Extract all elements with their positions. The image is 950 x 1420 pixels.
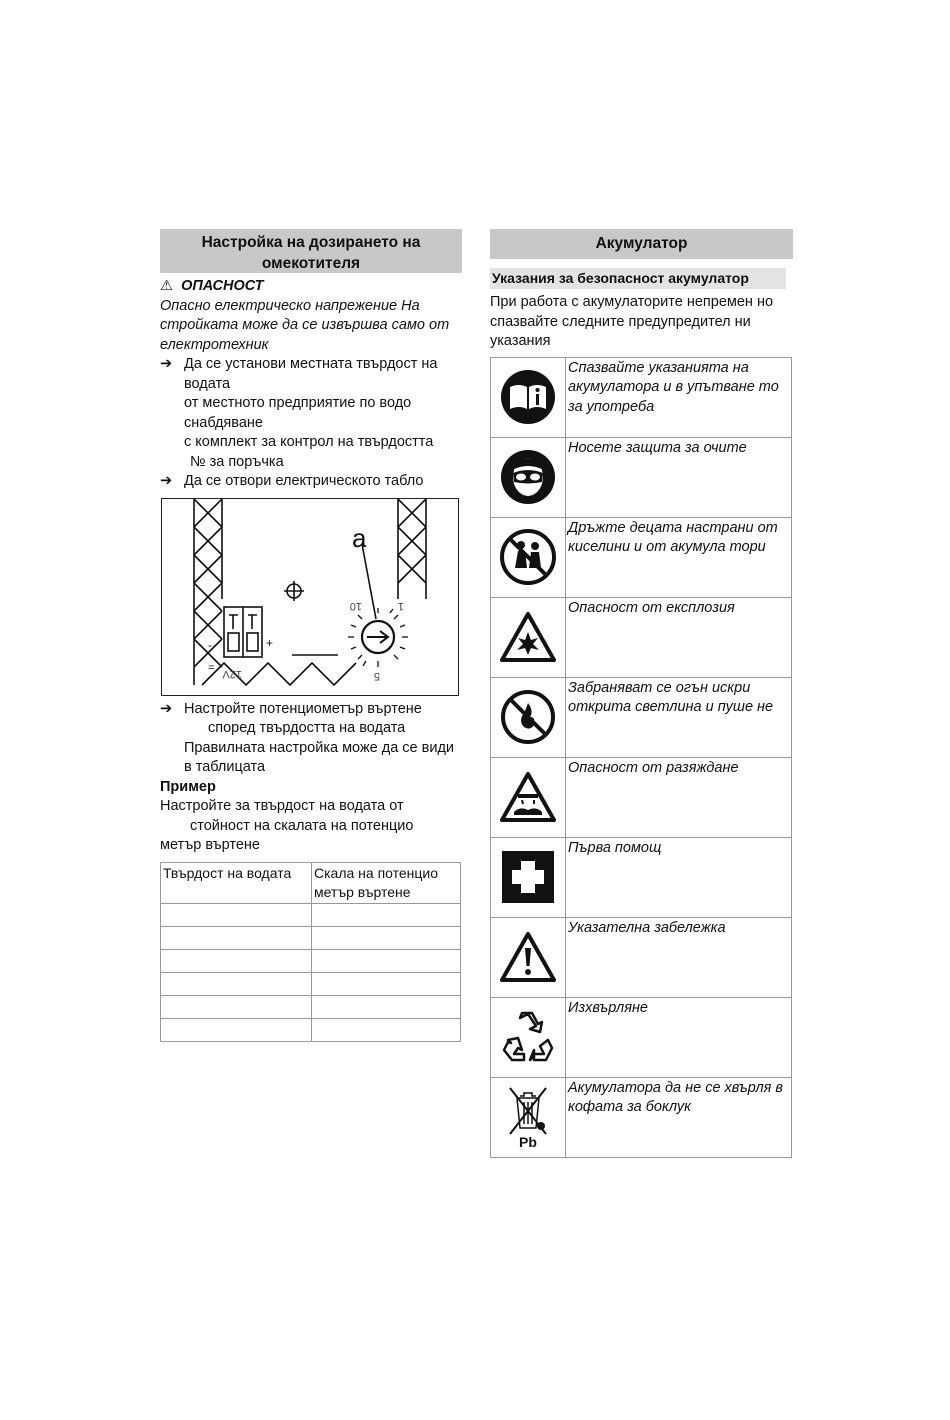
warning-triangle-icon: ⚠ <box>160 278 173 294</box>
label-1: 1 <box>397 599 404 612</box>
table-row <box>491 757 792 837</box>
section-heading-battery: Акумулатор <box>490 229 793 259</box>
example-text: стойност на скалата на потенцио <box>190 817 414 834</box>
table-row <box>491 597 792 677</box>
table-row <box>161 972 461 995</box>
arrow-icon: ➔ <box>160 700 173 717</box>
sign-text: Указателна забележка <box>566 917 792 997</box>
control-board-diagram <box>161 498 459 696</box>
first-aid-icon <box>491 837 566 917</box>
no-bin-pb-icon <box>491 1077 566 1157</box>
table-row <box>491 837 792 917</box>
table-row <box>161 995 461 1018</box>
bullet-text: с комплект за контрол на твърдостта <box>184 434 434 450</box>
example-text: метър въртене <box>160 837 260 853</box>
sign-text: Опасност от разяждане <box>566 757 792 837</box>
label-12v: 12V <box>222 667 242 680</box>
label-minus: - <box>208 637 212 652</box>
table-row <box>161 926 461 949</box>
left-column <box>160 229 462 1042</box>
table-row <box>491 677 792 757</box>
book-info-icon <box>491 357 566 437</box>
control-board-drawing <box>162 499 458 695</box>
goggles-icon <box>491 437 566 517</box>
arrow-icon: ➔ <box>160 473 173 489</box>
bullet-text: Правилната настройка може да се види в таблицата <box>184 739 455 775</box>
sign-text: Опасност от експлозия <box>566 597 792 677</box>
table-row <box>491 997 792 1077</box>
sign-text: Забраняват се огън искри открита светлина и пуше не <box>566 677 792 757</box>
bullet-item: ➔ Да се установи местната твърдост на водата <box>160 355 462 394</box>
table-row <box>491 517 792 597</box>
example-label: Пример <box>160 778 216 795</box>
danger-label: ⚠ ОПАСНОСТ <box>160 278 264 294</box>
sign-text: Изхвърляне <box>566 997 792 1077</box>
table-row <box>161 949 461 972</box>
intro-text: При работа с акумулаторите непремен но спазвайте следните предупредител ни указания <box>490 294 774 349</box>
sign-text: Спазвайте указанията на акумулатора и в упътване то за употреба <box>566 357 792 437</box>
no-fire-icon <box>491 677 566 757</box>
table-row <box>161 1018 461 1041</box>
table-row <box>161 903 461 926</box>
bullet-text: № за поръчка <box>190 453 284 470</box>
pb-label: Pb <box>519 1134 537 1150</box>
table-row <box>491 1077 792 1157</box>
table-header: Твърдост на водата <box>161 862 312 903</box>
table-row <box>491 917 792 997</box>
sign-text: Дръжте децата настрани от киселини и от акумула тори <box>566 517 792 597</box>
subheading-safety: Указания за безопасност акумулатор <box>490 268 786 289</box>
no-children-icon <box>491 517 566 597</box>
label-eq: = <box>208 661 215 674</box>
bullet-text: според твърдостта на водата <box>208 720 406 736</box>
table-header: Скала на потенцио метър въртене <box>312 862 461 903</box>
bullet-text: от местното предприятие по водо снабдяване <box>184 395 412 431</box>
label-10: 10 <box>349 599 362 612</box>
explosion-icon <box>491 597 566 677</box>
bullet-item: ➔ Да се отвори електрическото табло <box>160 472 462 492</box>
table-row <box>491 437 792 517</box>
danger-text: Опасно електрическо напрежение На стройката може да се извършва само от електротехник <box>160 297 450 353</box>
sign-text: Носете защита за очите <box>566 437 792 517</box>
safety-signs-table <box>490 357 792 1158</box>
section-heading-softener: Настройка на дозирането на омекотителя <box>160 229 462 273</box>
warning-icon <box>491 917 566 997</box>
sign-text: Акумулатора да не се хвърля в кофата за боклук <box>566 1077 792 1157</box>
label-plus: + <box>266 635 274 650</box>
right-column <box>490 229 793 1158</box>
table-row <box>491 357 792 437</box>
arrow-icon: ➔ <box>160 356 173 372</box>
hardness-table <box>160 862 461 1042</box>
corrosive-icon <box>491 757 566 837</box>
recycling-icon <box>491 997 566 1077</box>
label-5: 5 <box>373 669 380 682</box>
bullet-item: ➔ Настройте потенциометър въртене <box>160 700 462 720</box>
label-a: a <box>352 522 367 553</box>
sign-text: Първа помощ <box>566 837 792 917</box>
example-text: Настройте за твърдост на водата от <box>160 798 404 814</box>
